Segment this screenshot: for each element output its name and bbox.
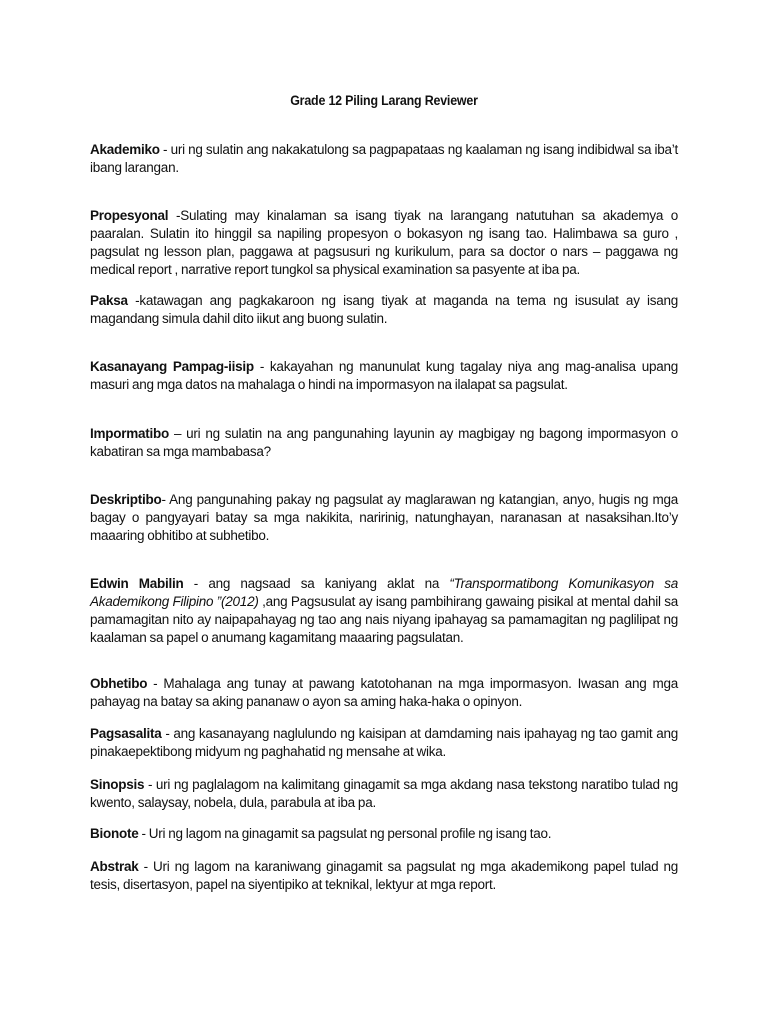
entry-definition: - kakayahan ng manunulat kung tagalay niya ang mag-analisa upang masuri ang mga datos na mahalaga o hindi na impormasyon na ilalapat sa pagsulat.	[90, 359, 678, 392]
entry-obhetibo	[90, 675, 678, 711]
entry-paksa	[90, 292, 678, 328]
entry-impormatibo	[90, 425, 678, 461]
entry-abstrak	[90, 858, 678, 894]
entry-term: Akademiko	[90, 142, 160, 157]
entry-sinopsis	[90, 776, 678, 812]
entry-deskriptibo	[90, 491, 678, 545]
entry-term: Pagsasalita	[90, 726, 162, 741]
entry-term: Abstrak	[90, 859, 139, 874]
entry-term: Bionote	[90, 826, 139, 841]
entry-bionote	[90, 825, 678, 843]
entry-definition: - Uri ng lagom na karaniwang ginagamit sa pagsulat ng mga akademikong papel tulad ng tesis, disertasyon, papel na siyentipiko at teknikal, lektyur at mga report.	[90, 859, 678, 892]
book-title: “Transpormatibong Komunikasyon sa Akademikong Filipino ”(2012)	[90, 576, 679, 609]
entry-term: Propesyonal	[90, 208, 169, 223]
entry-term: Impormatibo	[90, 426, 170, 441]
entry-kasanayang-pampag-iisip	[90, 358, 678, 394]
entry-definition: - uri ng sulatin ang nakakatulong sa pagpapataas ng kaalaman ng isang indibidwal sa iba’t ibang larangan.	[90, 142, 678, 175]
entry-term: Paksa	[90, 293, 128, 308]
entry-term: Kasanayang Pampag-iisip	[90, 359, 254, 374]
entry-definition: - Uri ng lagom na ginagamit sa pagsulat ng personal profile ng isang tao.	[138, 826, 552, 841]
entry-definition: - Ang pangunahing pakay ng pagsulat ay maglarawan ng katangian, anyo, hugis ng mga bagay o pangyayari batay sa mga nakikita, naririnig, natunghayan, naranasan at nasaksihan.Ito’y maaaring obhitibo at subhetibo.	[90, 492, 678, 543]
entry-definition: - ang kasanayang naglulundo ng kaisipan at damdaming nais ipahayag ng tao gamit ang pinakaepektibong midyum ng paghahatid ng mensahe at wika.	[90, 726, 678, 759]
entry-definition: - uri ng paglalagom na kalimitang ginagamit sa mga akdang nasa tekstong naratibo tulad ng kwento, salaysay, nobela, dula, parabula at iba pa.	[90, 777, 678, 810]
entry-definition: -Sulating may kinalaman sa isang tiyak na larangang natutuhan sa akademya o paaralan. Sulatin ito hinggil sa napiling propesyon o bokasyon ng isang tao. Halimbawa sa guro , pagsulat ng lesson plan, paggawa at pagsusuri ng kurikulum, para sa doctor o nars – paggawa ng medical report , narrative report tungkol sa physical examination sa pasyente at iba pa.	[90, 208, 678, 277]
entry-term: Sinopsis	[90, 777, 145, 792]
entry-akademiko	[90, 141, 678, 177]
entry-propesyonal	[90, 207, 678, 279]
entry-definition: - Mahalaga ang tunay at pawang katotohanan na mga impormasyon. Iwasan ang mga pahayag na batay sa aking pananaw o ayon sa aming haka-haka o opinyon.	[90, 676, 678, 709]
entry-pagsasalita	[90, 725, 678, 761]
entry-edwin-mabilin	[90, 575, 678, 647]
entry-definition: -katawagan ang pagkakaroon ng isang tiyak at maganda na tema ng isusulat ay isang magandang simula dahil dito iikut ang buong sulatin.	[90, 293, 678, 326]
entry-term: Deskriptibo	[90, 492, 162, 507]
entry-definition-rest: ,ang Pagsusulat ay isang pambihirang gawaing pisikal at mental dahil sa pamamagitan nito ay naipapahayag ng tao ang nais niyang ipahayag sa pamamagitan ng paglilipat ng kaalaman sa papel o anumang kagamitang maaaring pagsulatan.	[90, 594, 678, 645]
entry-term: Obhetibo	[90, 676, 148, 691]
entry-definition: – uri ng sulatin na ang pangunahing layunin ay magbigay ng bagong impormasyon o kabatiran sa mga mambabasa?	[90, 426, 678, 459]
document-title: Grade 12 Piling Larang Reviewer	[290, 93, 478, 108]
entry-term: Edwin Mabilin	[90, 576, 184, 591]
entry-definition-lead: - ang nagsaad sa kaniyang aklat na	[183, 576, 450, 591]
